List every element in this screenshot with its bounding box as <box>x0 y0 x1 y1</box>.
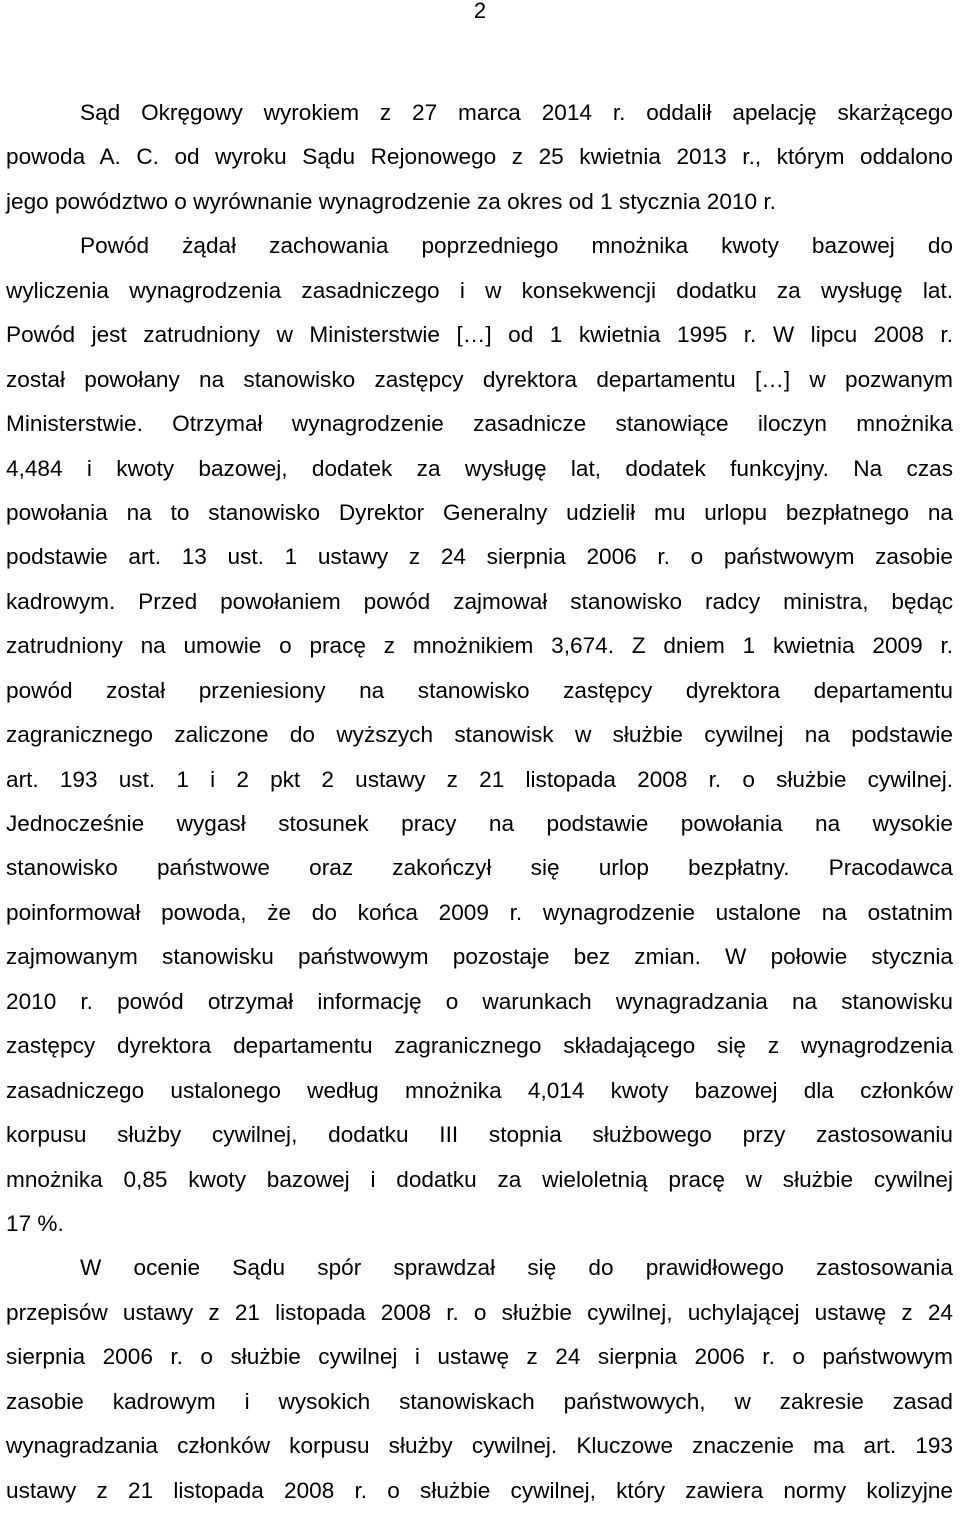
text-line: został powołany na stanowisko zastępcy dyrektora departamentu […] w pozwanym <box>6 366 953 392</box>
text-line: powołania na to stanowisko Dyrektor Generalny udzielił mu urlopu bezpłatnego na <box>6 499 953 525</box>
text-line: zastępcy dyrektora departamentu zagranicznego składającego się z wynagrodzenia <box>6 1033 953 1059</box>
text-line: 2010 r. powód otrzymał informację o warunkach wynagradzania na stanowisku <box>6 988 953 1014</box>
text-line: art. 193 ust. 1 i 2 pkt 2 ustawy z 21 listopada 2008 r. o służbie cywilnej. <box>6 766 953 792</box>
text-line: zasadniczego ustalonego według mnożnika 4,014 kwoty bazowej dla członków <box>6 1077 953 1103</box>
text-line: podstawie art. 13 ust. 1 ustawy z 24 sierpnia 2006 r. o państwowym zasobie <box>6 544 953 570</box>
text-line: wyliczenia wynagrodzenia zasadniczego i w konsekwencji dodatku za wysługę lat. <box>6 277 953 303</box>
text-line: powoda A. C. od wyroku Sądu Rejonowego z 25 kwietnia 2013 r., którym oddalono <box>6 144 953 170</box>
text-line: Powód jest zatrudniony w Ministerstwie […] od 1 kwietnia 1995 r. W lipcu 2008 r. <box>6 322 953 348</box>
text-line: jego powództwo o wyrównanie wynagrodzenie za okres od 1 stycznia 2010 r. <box>6 188 776 214</box>
text-line: zatrudniony na umowie o pracę z mnożnikiem 3,674. Z dniem 1 kwietnia 2009 r. <box>6 633 953 659</box>
text-line: mnożnika 0,85 kwoty bazowej i dodatku za wieloletnią pracę w służbie cywilnej <box>6 1166 953 1192</box>
text-line: przepisów ustawy z 21 listopada 2008 r. o służbie cywilnej, uchylającej ustawę z 24 <box>6 1299 953 1325</box>
text-line: poinformował powoda, że do końca 2009 r. wynagrodzenie ustalone na ostatnim <box>6 899 953 925</box>
text-line: sierpnia 2006 r. o służbie cywilnej i ustawę z 24 sierpnia 2006 r. o państwowym <box>6 1344 953 1370</box>
text-line: zagranicznego zaliczone do wyższych stanowisk w służbie cywilnej na podstawie <box>6 722 953 748</box>
text-line: ustawy z 21 listopada 2008 r. o służbie cywilnej, który zawiera normy kolizyjne <box>6 1477 953 1503</box>
text-line: stanowisko państwowe oraz zakończył się urlop bezpłatny. Pracodawca <box>6 855 953 881</box>
text-line: 4,484 i kwoty bazowej, dodatek za wysługę lat, dodatek funkcyjny. Na czas <box>6 455 953 481</box>
text-line: kadrowym. Przed powołaniem powód zajmował stanowisko radcy ministra, będąc <box>6 588 953 614</box>
text-line: Jednocześnie wygasł stosunek pracy na podstawie powołania na wysokie <box>6 811 953 836</box>
text-line: korpusu służby cywilnej, dodatku III stopnia służbowego przy zastosowaniu <box>6 1122 953 1148</box>
text-line: powód został przeniesiony na stanowisko zastępcy dyrektora departamentu <box>6 677 953 703</box>
document-body <box>6 97 953 1519</box>
text-line: Ministerstwie. Otrzymał wynagrodzenie zasadnicze stanowiące iloczyn mnożnika <box>6 411 953 437</box>
text-line: 17 %. <box>6 1210 64 1236</box>
text-line: W ocenie Sądu spór sprawdzał się do prawidłowego zastosowania <box>80 1255 953 1281</box>
text-line: zasobie kadrowym i wysokich stanowiskach państwowych, w zakresie zasad <box>6 1388 953 1414</box>
text-line: Powód żądał zachowania poprzedniego mnożnika kwoty bazowej do <box>80 233 953 259</box>
text-line: zajmowanym stanowisku państwowym pozostaje bez zmian. W połowie stycznia <box>6 944 953 970</box>
page-number: 2 <box>473 0 487 23</box>
text-line: Sąd Okręgowy wyrokiem z 27 marca 2014 r. oddalił apelację skarżącego <box>80 100 953 125</box>
text-line: wynagradzania członków korpusu służby cywilnej. Kluczowe znaczenie ma art. 193 <box>6 1433 953 1459</box>
